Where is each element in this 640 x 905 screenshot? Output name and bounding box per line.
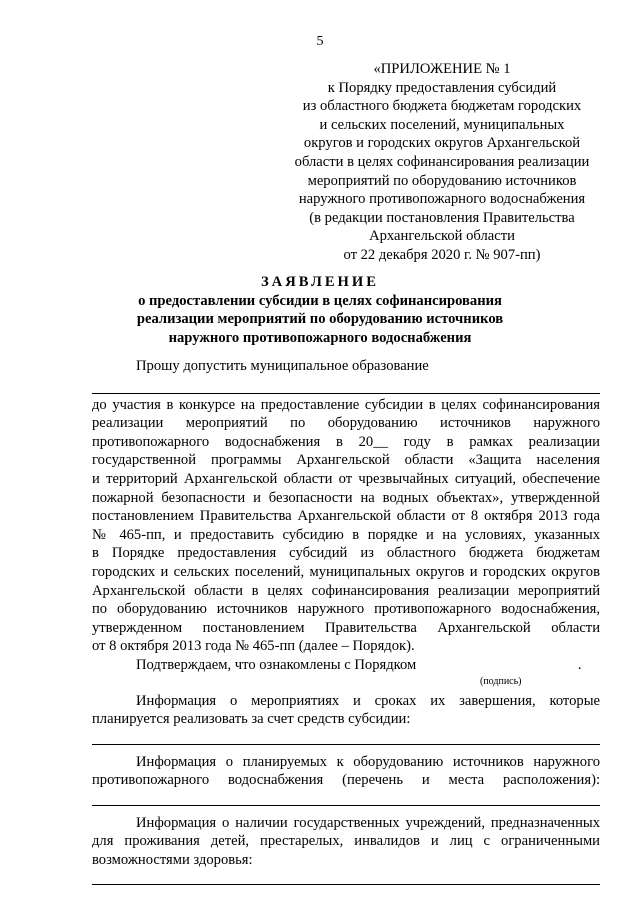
confirm-end: .: [577, 656, 582, 673]
title-line: наружного противопожарного водоснабжения: [168, 329, 472, 346]
request-paragraph: [92, 357, 600, 885]
request-first-line: [92, 357, 600, 376]
institutions-line: для проживания детей, престарелых, инвалидов и лиц с ограниченными: [92, 833, 600, 850]
sources-blank-line[interactable]: [92, 790, 600, 806]
appendix-header: [272, 60, 612, 265]
confirm-text: Подтверждаем, что ознакомлены с Порядком: [136, 656, 417, 673]
confirm-line: [92, 656, 600, 675]
title-heading: ЗАЯВЛЕНИЕ: [260, 274, 379, 290]
appendix-line: и сельских поселений, муниципальных: [319, 116, 565, 133]
signature-caption-row: [92, 675, 600, 688]
appendix-line: округов и городских округов Архангельской: [303, 135, 581, 152]
request-line: в Порядке предоставления субсидий из областного бюджета бюджетам: [92, 545, 600, 562]
appendix-line: «ПРИЛОЖЕНИЕ № 1: [373, 61, 511, 77]
sources-line: Информация о планируемых к оборудованию источников наружного: [136, 753, 600, 770]
municipality-blank-line[interactable]: [92, 376, 600, 394]
appendix-line: наружного противопожарного водоснабжения: [298, 191, 586, 208]
sources-line: противопожарного водоснабжения (перечень и места расположения):: [92, 772, 600, 789]
appendix-line: мероприятий по оборудованию источников: [307, 172, 577, 189]
request-line: противопожарного водоснабжения в 20__ году в рамках реализации: [92, 433, 600, 450]
institutions-blank[interactable]: [253, 851, 589, 870]
measures-text: планируется реализовать за счет средств субсидии:: [92, 711, 411, 728]
appendix-line: от 22 декабря 2020 г. № 907-пп): [343, 246, 541, 263]
measures-blank[interactable]: [418, 710, 568, 729]
request-line: и территорий Архангельской области от чрезвычайных ситуаций, обеспечение: [92, 470, 600, 487]
request-line: утвержденном постановлением Правительства Архангельской области: [92, 619, 600, 636]
request-line: государственной программы Архангельской области «Защита населения: [92, 452, 600, 469]
institutions-line-3: [92, 851, 600, 870]
request-line: от 8 октября 2013 года № 465-пп (далее – Порядок).: [92, 638, 415, 655]
appendix-line: (в редакции постановления Правительства: [309, 209, 575, 226]
institutions-blank-line[interactable]: [92, 870, 600, 885]
measures-line: Информация о мероприятиях и сроках их завершения, которые: [136, 692, 600, 709]
appendix-line: Архангельской области: [369, 228, 515, 245]
appendix-line: к Порядку предоставления субсидий: [327, 79, 557, 96]
institutions-line: Информация о наличии государственных учреждений, предназначенных: [136, 814, 600, 831]
request-line: постановлением Правительства Архангельской области от 8 октября 2013 года: [92, 508, 600, 525]
appendix-line: из областного бюджета бюджетам городских: [302, 98, 582, 115]
municipality-blank[interactable]: [438, 357, 586, 376]
request-line: Архангельской области в целях софинансирования реализации мероприятий: [92, 582, 600, 599]
request-line: № 465-пп, и предоставить субсидию в порядке и на условиях, указанных: [92, 526, 600, 543]
request-line: по оборудованию источников наружного противопожарного водоснабжения,: [92, 601, 600, 618]
measures-blank-line[interactable]: [92, 729, 600, 745]
title-line: реализации мероприятий по оборудованию источников: [136, 311, 504, 328]
appendix-line: области в целях софинансирования реализации: [294, 153, 590, 170]
request-line: до участия в конкурсе на предоставление субсидии в целях софинансирования: [92, 396, 600, 413]
signature-caption: (подпись): [480, 675, 522, 687]
request-line: пожарной безопасности и безопасности на водных объектах», утвержденной: [92, 489, 600, 506]
page-number: 5: [316, 34, 324, 49]
request-line: городских и сельских поселений, муниципальных округов и городских округов: [92, 563, 600, 580]
title-line: о предоставлении субсидии в целях софинансирования: [138, 292, 502, 309]
document-title: [0, 273, 640, 347]
institutions-text: возможностями здоровья:: [92, 852, 253, 869]
request-first-line-text: Прошу допустить муниципальное образование: [136, 358, 429, 374]
measures-line-2: [92, 710, 600, 729]
request-line: реализации мероприятий по оборудованию источников наружного: [92, 415, 600, 432]
